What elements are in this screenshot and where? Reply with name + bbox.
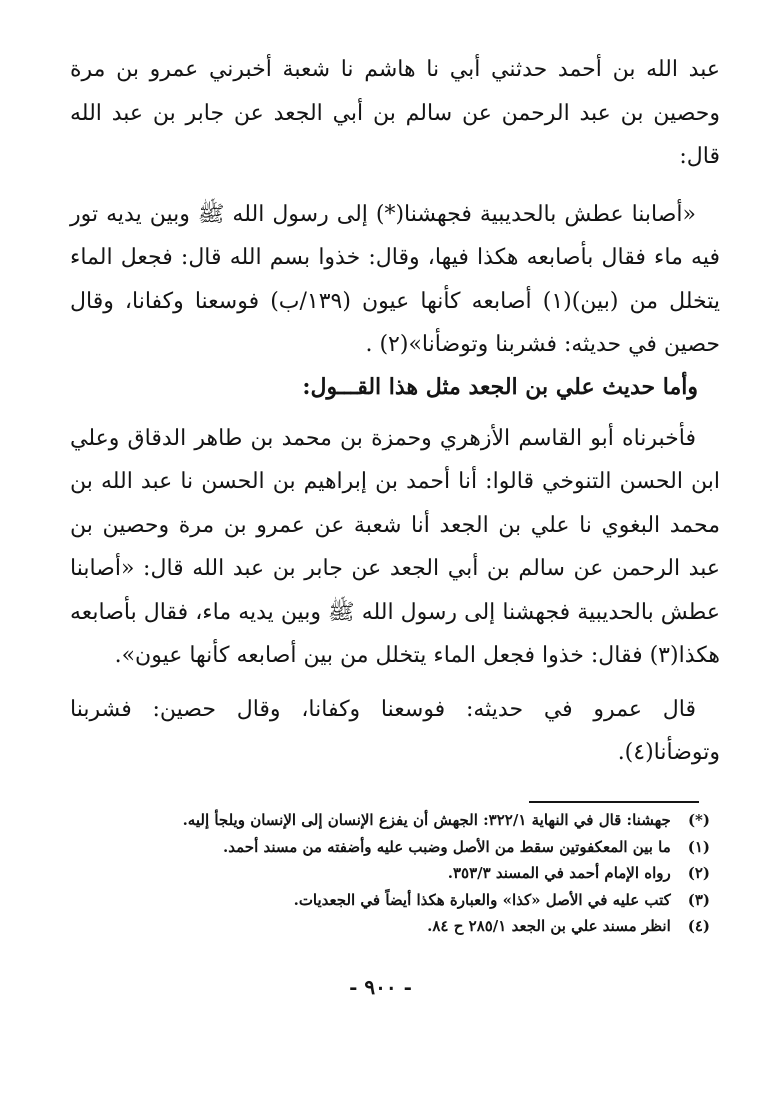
paragraph-1 (70, 48, 720, 179)
footnote (70, 887, 710, 914)
footnote (70, 834, 710, 861)
footnote-mark: (١) (687, 837, 710, 856)
text-line: يتخلل من (بين)(١) أصابعه كأنها عيون (١٣٩/ب) فوسعنا وكفانا، وقال (70, 288, 720, 314)
text-line: ابن الحسن التنوخي قالوا: أنا أحمد بن إبراهيم بن الحسن نا عبد الله بن (70, 469, 720, 494)
text-line: حصين في حديثه: فشربنا وتوضأنا»(٢) . (365, 332, 720, 357)
paragraph-2 (70, 193, 720, 237)
text-line: فيه ماء فقال بأصابعه هكذا فيها، وقال: خذوا بسم الله قال: فجعل الماء (70, 245, 720, 270)
footnote-text: انظر مسند علي بن الجعد ٢٨٥/١ ح ٨٤. (427, 917, 671, 935)
footnote-mark: (٢) (687, 864, 710, 882)
paragraph-3-cont (70, 460, 720, 678)
text-line: عطش بالحديبية فجهشنا إلى رسول الله ﷺ وبين يديه ماء، فقال بأصابعه (70, 599, 720, 625)
footnote-text: ما بين المعكفوتين سقط من الأصل وضبب عليه وأضفته من مسند أحمد. (223, 837, 671, 856)
text-line: عبد الرحمن عن سالم بن أبي الجعد عن جابر بن عبد الله قال: «أصابنا (70, 556, 720, 581)
footnote-mark: (٣) (687, 890, 710, 909)
text-line: هكذا(٣) فقال: خذوا فجعل الماء يتخلل من بين أصابعه كأنها عيون». (114, 643, 720, 668)
footnote (70, 807, 710, 834)
text-line: قال: (679, 144, 720, 169)
page-number: - ٩٠٠ - (349, 975, 412, 999)
paragraph-4-cont (70, 731, 720, 775)
footnotes (70, 807, 710, 940)
text-line: قال عمرو في حديثه: فوسعنا وكفانا، وقال حصين: فشربنا (70, 696, 696, 722)
footnote-separator (529, 801, 699, 803)
footnote-text: رواه الإمام أحمد في المسند ٣٥٣/٣. (447, 864, 671, 882)
footnote-mark: (٤) (687, 917, 710, 935)
paragraph-4 (70, 688, 720, 732)
footnote-text: جهشنا: قال في النهاية ٣٢٢/١: الجهش أن يفزع الإنسان إلى الإنسان ويلجأ إليه. (182, 811, 671, 829)
text-line: محمد البغوي نا علي بن الجعد أنا شعبة عن عمرو بن مرة وحصين بن (70, 512, 720, 538)
main-text (70, 48, 720, 775)
text-line: وتوضأنا(٤). (617, 740, 720, 765)
footnote (70, 913, 710, 940)
paragraph-3 (70, 417, 720, 461)
text-line: فأخبرناه أبو القاسم الأزهري وحمزة بن محمد بن طاهر الدقاق وعلي (70, 425, 696, 451)
footnote-mark: (*) (687, 811, 710, 829)
text-line: وحصين بن عبد الرحمن عن سالم بن أبي الجعد عن جابر بن عبد الله (70, 100, 720, 126)
footnote (70, 860, 710, 887)
section-heading: وأما حديث علي بن الجعد مثل هذا القـــول: (302, 373, 698, 400)
paragraph-2-cont (70, 236, 720, 367)
footnote-text: كتب عليه في الأصل «كذا» والعبارة هكذا أيضاً في الجعديات. (293, 890, 671, 909)
text-line: «أصابنا عطش بالحديبية فجهشنا(*) إلى رسول الله ﷺ وبين يديه تور (70, 201, 696, 227)
text-line: عبد الله بن أحمد حدثني أبي نا هاشم نا شعبة أخبرني عمرو بن مرة (70, 57, 720, 82)
